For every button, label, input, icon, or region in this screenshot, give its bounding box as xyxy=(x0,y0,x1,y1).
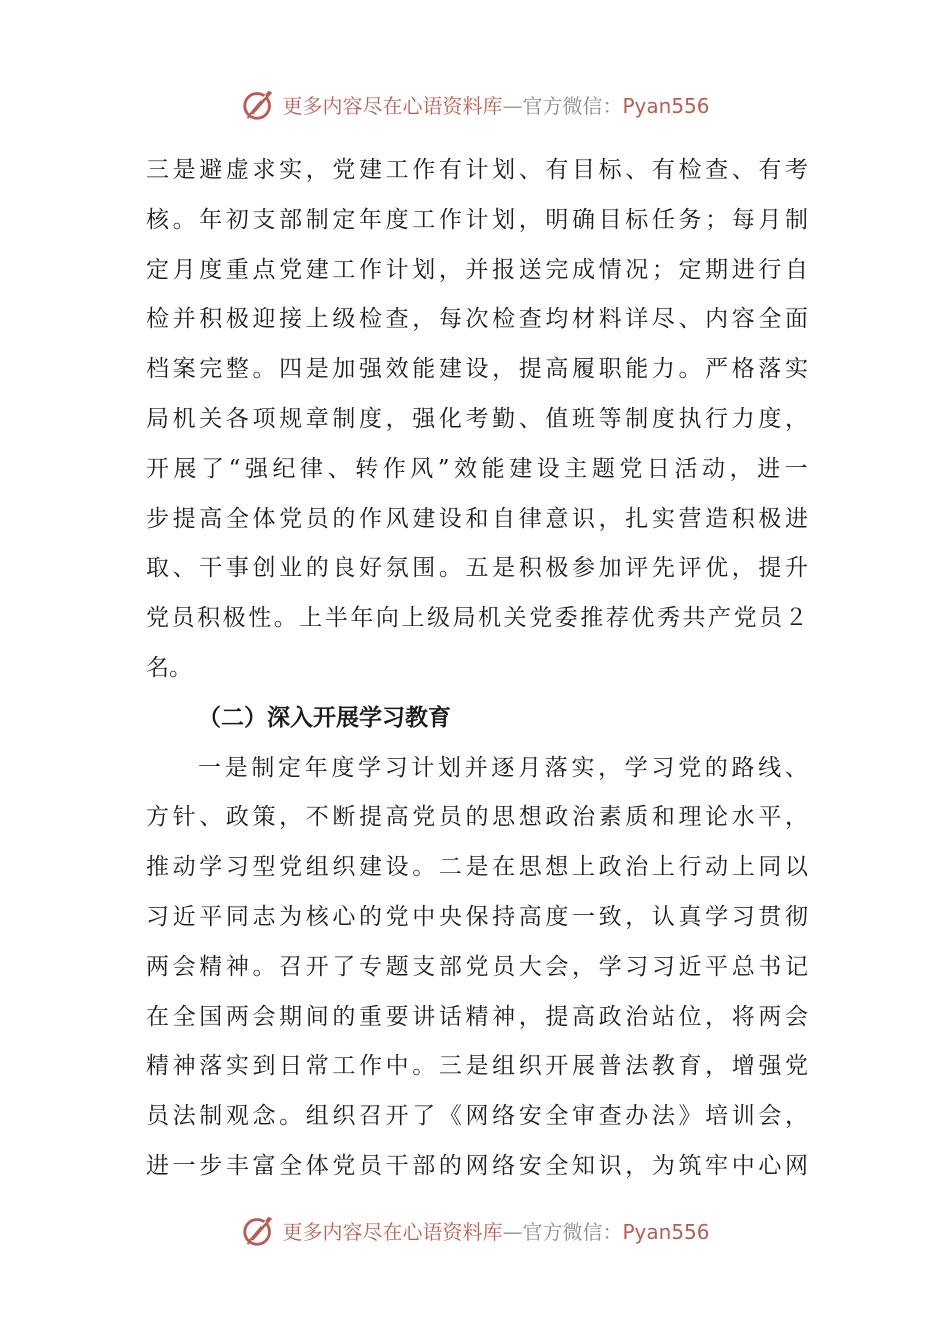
watermark-main: 更多内容尽在心语资料库 xyxy=(282,93,503,118)
paragraph-line: 步 提 高 全 体 党 员 的 作 风 建 设 和 自 律 意 识 ， 扎 实 营 造 积 极 进 xyxy=(146,505,808,532)
watermark-handle: Pyan556 xyxy=(622,1219,710,1244)
paragraph-line: 两 会 精 神 。 召 开 了 专 题 支 部 党 员 大 会 ， 学 习 习 近 平 总 书 记 xyxy=(146,953,808,980)
paragraph-line: 定 月 度 重 点 党 建 工 作 计 划 ， 并 报 送 完 成 情 况 ； 定 期 进 行 自 xyxy=(146,256,808,283)
paragraph-line: 取 、 干 事 创 业 的 良 好 氛 围 。 五 是 积 极 参 加 评 先 评 优 ， 提 升 xyxy=(146,555,808,582)
document-body xyxy=(146,146,808,1192)
paragraph-line: 进 一 步 丰 富 全 体 党 员 干 部 的 网 络 安 全 知 识 ， 为 筑 牢 中 心 网 xyxy=(146,1152,808,1179)
quill-pen-circle-icon xyxy=(240,85,278,123)
paragraph-line: 在 全 国 两 会 期 间 的 重 要 讲 话 精 神 ， 提 高 政 治 站 位 ， 将 两 会 xyxy=(146,1003,808,1030)
paragraph-line: 档 案 完 整 。 四 是 加 强 效 能 建 设 ， 提 高 履 职 能 力 。 严 格 落 实 xyxy=(146,356,808,383)
watermark-dash: — xyxy=(502,1219,523,1244)
paragraph-line: 开 展 了 “ 强 纪 律 、 转 作 风 ” 效 能 建 设 主 题 党 日 活 动 ， 进 一 xyxy=(146,455,808,482)
section-heading: （二）深入开展学习教育 xyxy=(198,704,451,731)
paragraph-line: 习 近 平 同 志 为 核 心 的 党 中 央 保 持 高 度 一 致 ， 认 真 学 习 贯 彻 xyxy=(146,903,808,930)
footer-watermark xyxy=(0,1210,950,1250)
paragraph-line: 核 。 年 初 支 部 制 定 年 度 工 作 计 划 ， 明 确 目 标 任 务 ； 每 月 制 xyxy=(146,206,808,233)
paragraph-line: 局 机 关 各 项 规 章 制 度 ， 强 化 考 勤 、 值 班 等 制 度 执 行 力 度 ， xyxy=(146,405,808,432)
header-watermark xyxy=(0,84,950,124)
paragraph-line: 推 动 学 习 型 党 组 织 建 设 。 二 是 在 思 想 上 政 治 上 行 动 上 同 以 xyxy=(146,854,808,881)
paragraph-line: 方 针 、 政 策 ， 不 断 提 高 党 员 的 思 想 政 治 素 质 和 理 论 水 平 ， xyxy=(146,804,808,831)
watermark-wechat-label: 官方微信： xyxy=(522,93,623,118)
paragraph-line: 党 员 积 极 性 。 上 半 年 向 上 级 局 机 关 党 委 推 荐 优 秀 共 产 党 员 ２ xyxy=(146,605,808,632)
watermark-text xyxy=(282,1216,709,1245)
watermark-wechat-label: 官方微信： xyxy=(522,1219,623,1244)
paragraph-line: 三 是 避 虚 求 实 ， 党 建 工 作 有 计 划 、 有 目 标 、 有 检 查 、 有 考 xyxy=(146,157,808,183)
watermark-main: 更多内容尽在心语资料库 xyxy=(282,1219,503,1244)
paragraph-line: 名。 xyxy=(146,654,192,681)
watermark-handle: Pyan556 xyxy=(622,93,710,118)
paragraph-line: 员 法 制 观 念 。 组 织 召 开 了 《 网 络 安 全 审 查 办 法 》 培 训 会 ， xyxy=(146,1103,808,1130)
paragraph-line: 检 并 积 极 迎 接 上 级 检 查 ， 每 次 检 查 均 材 料 详 尽 、 内 容 全 面 xyxy=(146,306,808,333)
paragraph-line: 精 神 落 实 到 日 常 工 作 中 。 三 是 组 织 开 展 普 法 教 育 ， 增 强 党 xyxy=(146,1053,808,1080)
watermark-text xyxy=(282,90,709,119)
quill-pen-circle-icon xyxy=(240,1211,278,1249)
paragraph-line: 一 是 制 定 年 度 学 习 计 划 并 逐 月 落 实 ， 学 习 党 的 路 线 、 xyxy=(198,754,808,781)
watermark-dash: — xyxy=(502,93,523,118)
